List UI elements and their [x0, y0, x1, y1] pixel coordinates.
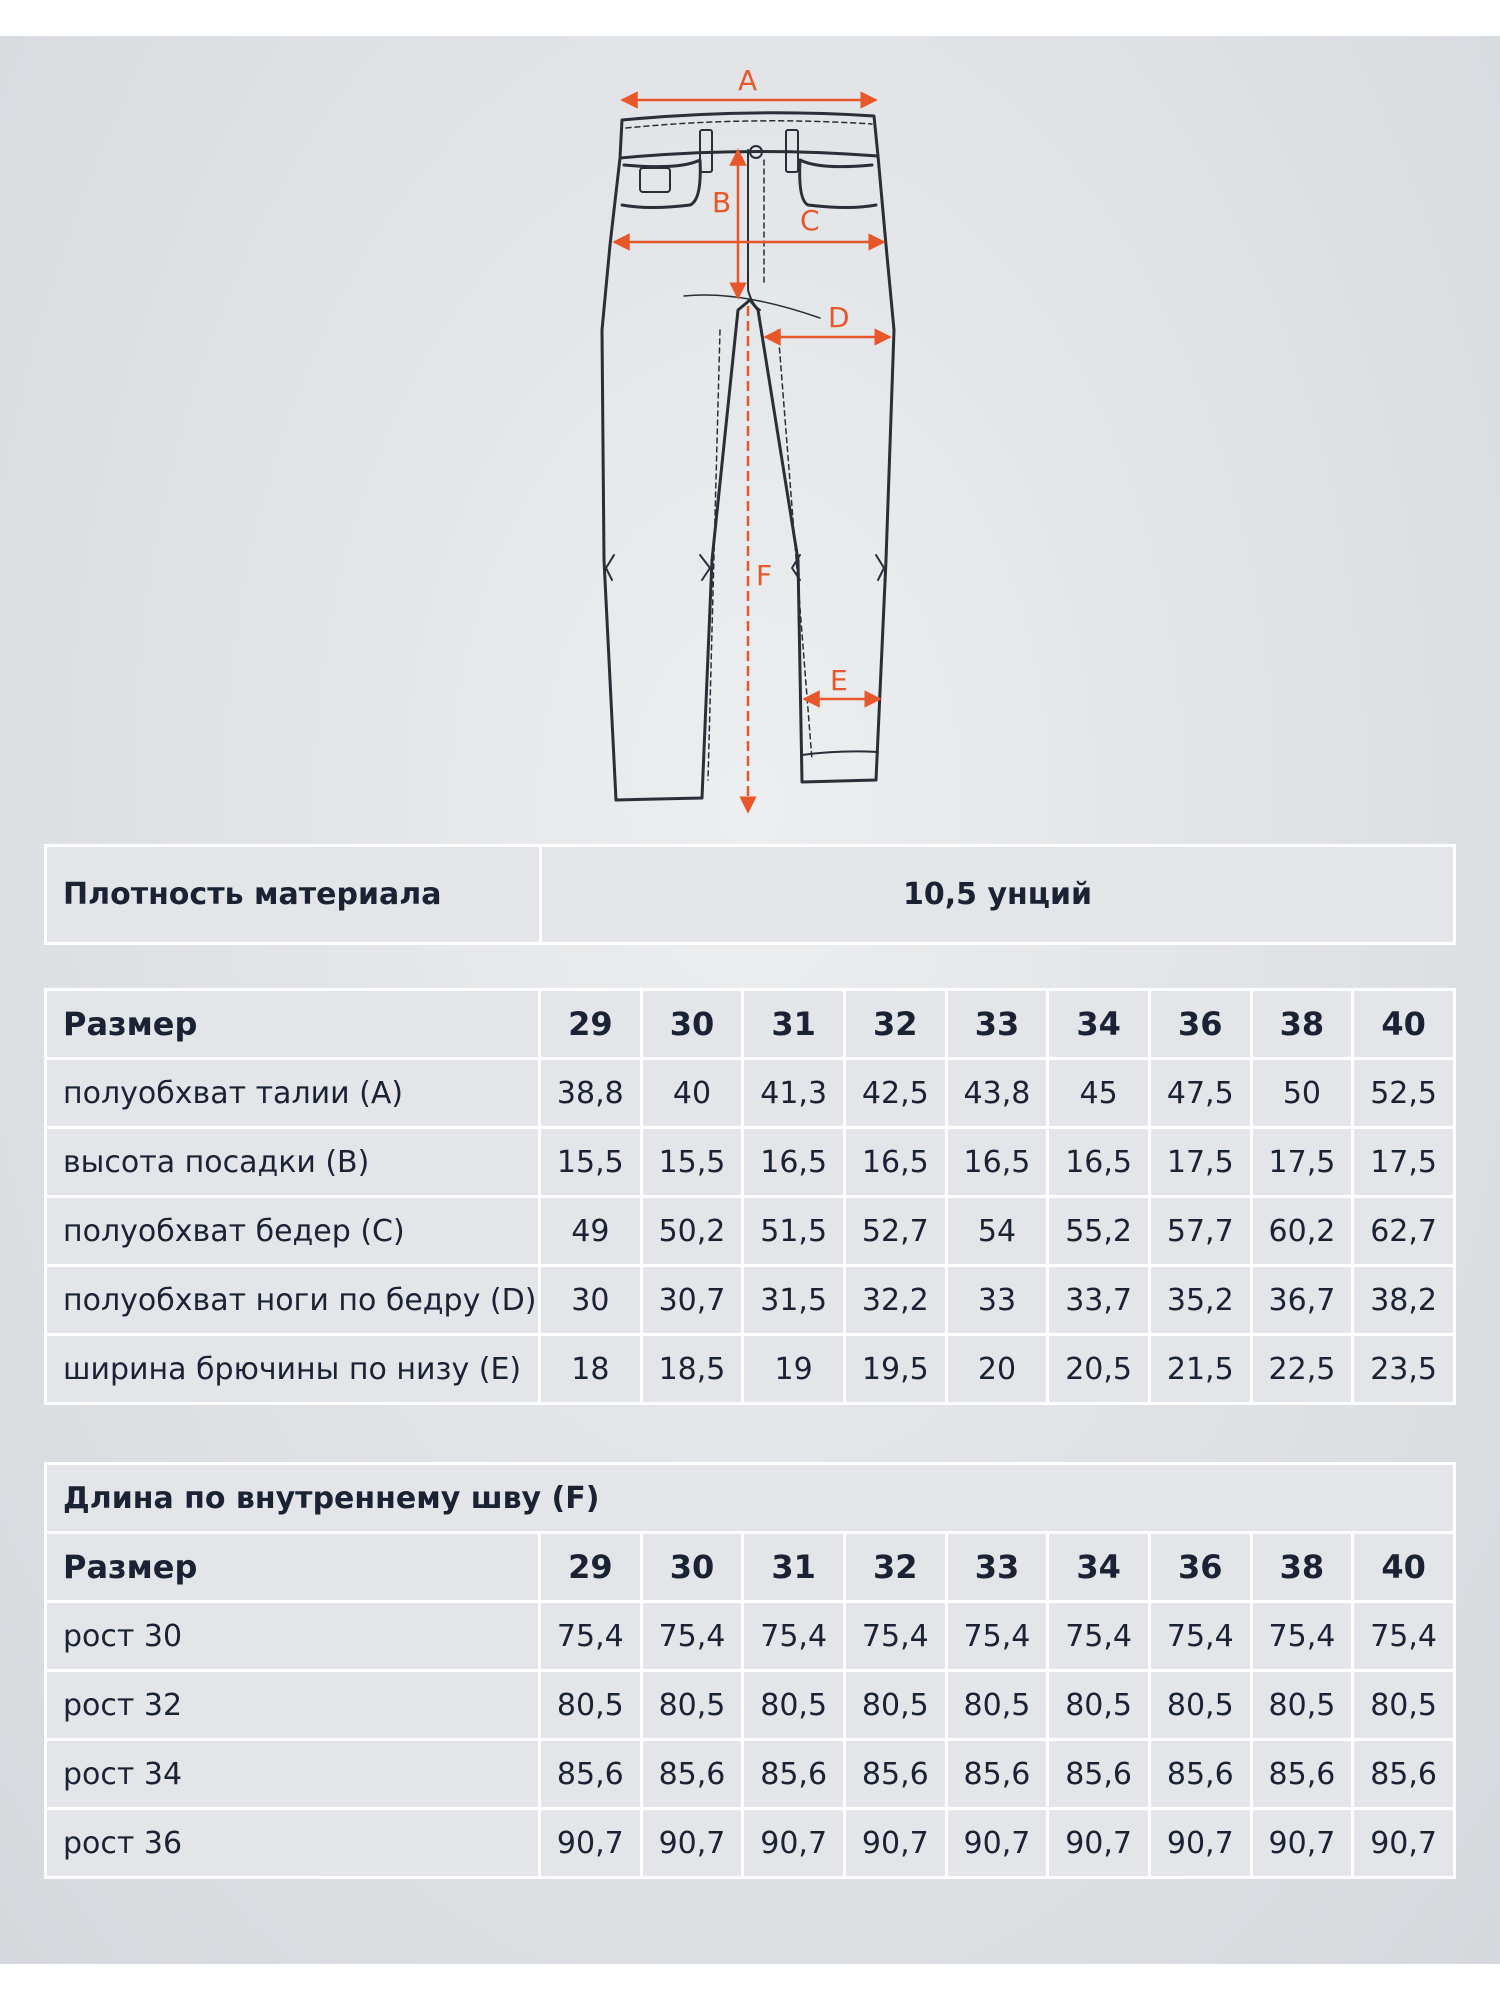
row-label: высота посадки (B)	[46, 1128, 540, 1197]
table-cell: 90,7	[946, 1809, 1048, 1878]
table-cell: 80,5	[641, 1671, 743, 1740]
size-header-cell: 38	[1251, 1533, 1353, 1602]
size-header-row	[46, 990, 1455, 1059]
inseam-header-label: Размер	[46, 1533, 540, 1602]
table-cell: 17,5	[1251, 1128, 1353, 1197]
table-row	[46, 1809, 1455, 1878]
table-cell: 20	[946, 1335, 1048, 1404]
table-cell: 17,5	[1353, 1128, 1455, 1197]
table-cell: 23,5	[1353, 1335, 1455, 1404]
table-cell: 80,5	[1251, 1671, 1353, 1740]
inseam-header-row	[46, 1533, 1455, 1602]
size-header-cell: 29	[540, 1533, 642, 1602]
table-cell: 30,7	[641, 1266, 743, 1335]
table-cell: 80,5	[1048, 1671, 1150, 1740]
table-cell: 15,5	[540, 1128, 642, 1197]
table-cell: 85,6	[946, 1740, 1048, 1809]
table-cell: 75,4	[1251, 1602, 1353, 1671]
table-cell: 90,7	[1149, 1809, 1251, 1878]
table-cell: 80,5	[946, 1671, 1048, 1740]
table-cell: 18,5	[641, 1335, 743, 1404]
size-header-cell: 34	[1048, 1533, 1150, 1602]
size-header-cell: 29	[540, 990, 642, 1059]
size-header-cell: 31	[743, 990, 845, 1059]
row-label: рост 32	[46, 1671, 540, 1740]
inseam-title: Длина по внутреннему шву (F)	[46, 1464, 1455, 1533]
table-cell: 75,4	[844, 1602, 946, 1671]
size-header-cell: 38	[1251, 990, 1353, 1059]
table-cell: 75,4	[743, 1602, 845, 1671]
table-cell: 21,5	[1149, 1335, 1251, 1404]
inseam-table	[44, 1462, 1456, 1879]
size-header-cell: 34	[1048, 990, 1150, 1059]
table-row	[46, 1335, 1455, 1404]
table-cell: 90,7	[641, 1809, 743, 1878]
table-cell: 75,4	[1048, 1602, 1150, 1671]
table-cell: 16,5	[743, 1128, 845, 1197]
table-cell: 35,2	[1149, 1266, 1251, 1335]
table-cell: 51,5	[743, 1197, 845, 1266]
size-header-cell: 32	[844, 1533, 946, 1602]
table-cell: 52,5	[1353, 1059, 1455, 1128]
table-row	[46, 1197, 1455, 1266]
label-c: C	[800, 204, 820, 237]
table-cell: 32,2	[844, 1266, 946, 1335]
table-cell: 85,6	[1149, 1740, 1251, 1809]
table-cell: 90,7	[844, 1809, 946, 1878]
table-cell: 33	[946, 1266, 1048, 1335]
size-header-cell: 40	[1353, 990, 1455, 1059]
table-cell: 62,7	[1353, 1197, 1455, 1266]
table-cell: 90,7	[540, 1809, 642, 1878]
table-cell: 85,6	[1353, 1740, 1455, 1809]
table-cell: 90,7	[1353, 1809, 1455, 1878]
table-cell: 80,5	[1353, 1671, 1455, 1740]
label-e: E	[830, 664, 848, 697]
table-cell: 80,5	[743, 1671, 845, 1740]
material-label: Плотность материала	[46, 846, 541, 944]
table-row	[46, 1602, 1455, 1671]
table-cell: 19,5	[844, 1335, 946, 1404]
row-label: рост 34	[46, 1740, 540, 1809]
table-cell: 20,5	[1048, 1335, 1150, 1404]
size-header-cell: 30	[641, 990, 743, 1059]
table-cell: 17,5	[1149, 1128, 1251, 1197]
table-row	[46, 1671, 1455, 1740]
table-cell: 85,6	[1251, 1740, 1353, 1809]
row-label: рост 30	[46, 1602, 540, 1671]
table-row	[46, 1740, 1455, 1809]
table-cell: 15,5	[641, 1128, 743, 1197]
table-cell: 90,7	[743, 1809, 845, 1878]
table-cell: 30	[540, 1266, 642, 1335]
table-cell: 85,6	[1048, 1740, 1150, 1809]
table-cell: 80,5	[1149, 1671, 1251, 1740]
material-row	[46, 846, 1455, 944]
size-header-cell: 36	[1149, 990, 1251, 1059]
table-cell: 45	[1048, 1059, 1150, 1128]
table-cell: 75,4	[1149, 1602, 1251, 1671]
table-cell: 75,4	[540, 1602, 642, 1671]
label-b: B	[712, 186, 732, 219]
table-cell: 16,5	[946, 1128, 1048, 1197]
table-cell: 75,4	[946, 1602, 1048, 1671]
table-cell: 85,6	[540, 1740, 642, 1809]
table-cell: 90,7	[1251, 1809, 1353, 1878]
table-cell: 38,2	[1353, 1266, 1455, 1335]
table-cell: 36,7	[1251, 1266, 1353, 1335]
table-cell: 16,5	[1048, 1128, 1150, 1197]
table-cell: 19	[743, 1335, 845, 1404]
table-cell: 60,2	[1251, 1197, 1353, 1266]
table-cell: 75,4	[641, 1602, 743, 1671]
size-header-cell: 36	[1149, 1533, 1251, 1602]
label-d: D	[828, 301, 850, 334]
table-cell: 57,7	[1149, 1197, 1251, 1266]
table-cell: 18	[540, 1335, 642, 1404]
row-label: полуобхват бедер (C)	[46, 1197, 540, 1266]
table-cell: 47,5	[1149, 1059, 1251, 1128]
table-cell: 85,6	[641, 1740, 743, 1809]
table-row	[46, 1128, 1455, 1197]
jeans-diagram	[0, 36, 1500, 836]
size-header-cell: 32	[844, 990, 946, 1059]
size-header-cell: 40	[1353, 1533, 1455, 1602]
table-cell: 90,7	[1048, 1809, 1150, 1878]
material-value: 10,5 унций	[541, 846, 1455, 944]
table-cell: 40	[641, 1059, 743, 1128]
table-row	[46, 1059, 1455, 1128]
table-cell: 85,6	[844, 1740, 946, 1809]
row-label: ширина брючины по низу (E)	[46, 1335, 540, 1404]
table-row	[46, 1266, 1455, 1335]
size-header-cell: 33	[946, 990, 1048, 1059]
dimension-labels	[712, 64, 850, 697]
row-label: полуобхват талии (A)	[46, 1059, 540, 1128]
table-cell: 54	[946, 1197, 1048, 1266]
table-cell: 38,8	[540, 1059, 642, 1128]
size-header-label: Размер	[46, 990, 540, 1059]
table-cell: 75,4	[1353, 1602, 1455, 1671]
label-a: A	[738, 64, 758, 97]
row-label: рост 36	[46, 1809, 540, 1878]
size-header-cell: 31	[743, 1533, 845, 1602]
table-cell: 42,5	[844, 1059, 946, 1128]
table-cell: 85,6	[743, 1740, 845, 1809]
table-cell: 16,5	[844, 1128, 946, 1197]
size-table	[44, 988, 1456, 1405]
table-cell: 80,5	[540, 1671, 642, 1740]
size-header-cell: 30	[641, 1533, 743, 1602]
table-cell: 22,5	[1251, 1335, 1353, 1404]
label-f: F	[756, 559, 773, 592]
table-cell: 55,2	[1048, 1197, 1150, 1266]
table-cell: 49	[540, 1197, 642, 1266]
inseam-title-row	[46, 1464, 1455, 1533]
table-cell: 50	[1251, 1059, 1353, 1128]
table-cell: 31,5	[743, 1266, 845, 1335]
table-cell: 33,7	[1048, 1266, 1150, 1335]
table-cell: 52,7	[844, 1197, 946, 1266]
table-cell: 41,3	[743, 1059, 845, 1128]
table-cell: 43,8	[946, 1059, 1048, 1128]
table-cell: 50,2	[641, 1197, 743, 1266]
size-header-cell: 33	[946, 1533, 1048, 1602]
material-table	[44, 844, 1456, 945]
table-cell: 80,5	[844, 1671, 946, 1740]
row-label: полуобхват ноги по бедру (D)	[46, 1266, 540, 1335]
